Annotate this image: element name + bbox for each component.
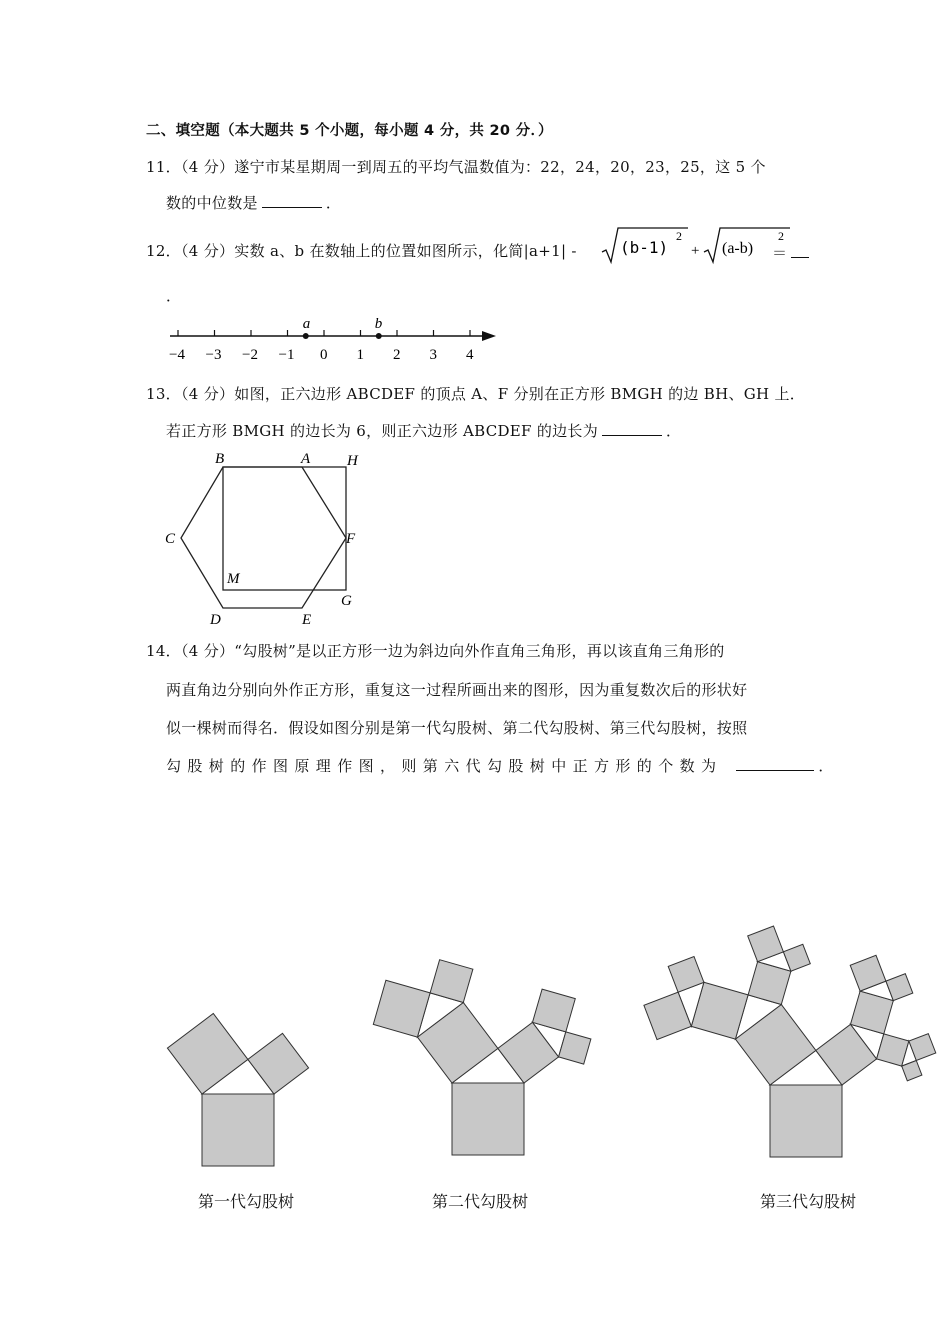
q12-radicand2: (a-b) — [722, 240, 754, 257]
point-b — [376, 333, 382, 339]
q13-hexagon-figure — [160, 448, 370, 630]
q13-line1: 13．（4 分）如图，正六边形 ABCDEF 的顶点 A、F 分别在正方形 BMGH 的边 BH、GH 上． — [146, 385, 806, 403]
label-C: C — [165, 531, 176, 547]
label-M: M — [227, 571, 240, 587]
q11-answer-blank[interactable] — [262, 195, 322, 208]
q11-line2 — [166, 192, 341, 213]
number-line-tick-label: −3 — [205, 347, 222, 363]
label-F: F — [346, 531, 356, 547]
tree-square — [770, 1085, 842, 1157]
caption-gen2: 第二代勾股树 — [432, 1192, 529, 1211]
pythagoras-tree-gen2 — [360, 950, 620, 1180]
q12-exp2: 2 — [778, 229, 784, 243]
point-a — [303, 333, 309, 339]
number-line-arrow — [482, 331, 496, 341]
number-line-tick-label: 0 — [320, 347, 328, 363]
hexagon-ABCDEF — [181, 467, 346, 608]
number-line-tick-label: −2 — [242, 347, 258, 363]
point-b-label: b — [374, 316, 383, 332]
label-E: E — [302, 612, 312, 628]
q14-line2: 两直角边分别向外作正方形，重复这一过程所画出来的图形，因为重复数次后的形状好 — [166, 681, 748, 699]
label-A: A — [301, 451, 311, 467]
q13-answer-blank[interactable] — [602, 423, 662, 436]
q12-line1 — [146, 240, 577, 261]
q11-end: ． — [325, 194, 342, 212]
pythagoras-tree-gen1 — [150, 980, 350, 1180]
tree-square — [452, 1083, 524, 1155]
q14-line4 — [166, 755, 834, 776]
number-line-tick-label: −4 — [169, 347, 185, 363]
q12-exp1: 2 — [676, 229, 682, 243]
tree-square — [202, 1094, 274, 1166]
number-line-tick-label: 3 — [429, 347, 437, 363]
label-G: G — [341, 593, 352, 609]
q13-end: ． — [666, 422, 682, 440]
caption-gen3: 第三代勾股树 — [760, 1192, 857, 1211]
caption-gen1: 第一代勾股树 — [198, 1192, 295, 1211]
q12-number-line — [160, 310, 510, 372]
label-B: B — [215, 451, 225, 467]
point-a-label: a — [302, 316, 311, 332]
label-D: D — [210, 612, 221, 628]
number-line-tick-label: 2 — [393, 347, 401, 363]
q13-text: 若正方形 BMGH 的边长为 6，则正六边形 ABCDEF 的边长为 — [166, 422, 599, 440]
q12-answer-blank[interactable] — [791, 245, 809, 258]
q14-answer-blank[interactable] — [736, 758, 814, 771]
q12-end: ． — [166, 287, 182, 305]
q14-end: ． — [818, 757, 834, 775]
q14-text: 勾股树的作图原理作图，则第六代勾股树中正方形的个数为 — [166, 757, 723, 775]
number-line-tick-label: 1 — [356, 347, 364, 363]
q12-plus: + — [691, 243, 700, 259]
q14-line1: 14．（4 分）“勾股树”是以正方形一边为斜边向外作直角三角形，再以该直角三角形的 — [146, 642, 725, 660]
q12-equals: ＝ — [772, 244, 788, 262]
square-BMGH — [223, 467, 346, 590]
q13-line2 — [166, 420, 681, 441]
q11-line1: 11．（4 分）遂宁市某星期周一到周五的平均气温数值为：22，24，20，23，25，这 5 个 — [146, 158, 766, 176]
number-line-tick-label: 4 — [466, 347, 474, 363]
q14-line3: 似一棵树而得名．假设如图分别是第一代勾股树、第二代勾股树、第三代勾股树，按照 — [166, 719, 748, 737]
q12-equals-wrap — [772, 242, 813, 263]
q11-text: 数的中位数是 — [166, 194, 258, 212]
number-line-tick-label: −1 — [278, 347, 295, 363]
q12-prefix: 12．（4 分）实数 a、b 在数轴上的位置如图所示，化简|a+1| — [146, 242, 567, 260]
label-H: H — [347, 453, 358, 469]
pythagoras-tree-gen3 — [630, 910, 950, 1180]
q12-minus: - — [571, 242, 577, 260]
section-title: 二、填空题（本大题共 5 个小题，每小题 4 分，共 20 分．） — [146, 123, 553, 139]
q12-radicand1: (b-1) — [620, 238, 669, 257]
